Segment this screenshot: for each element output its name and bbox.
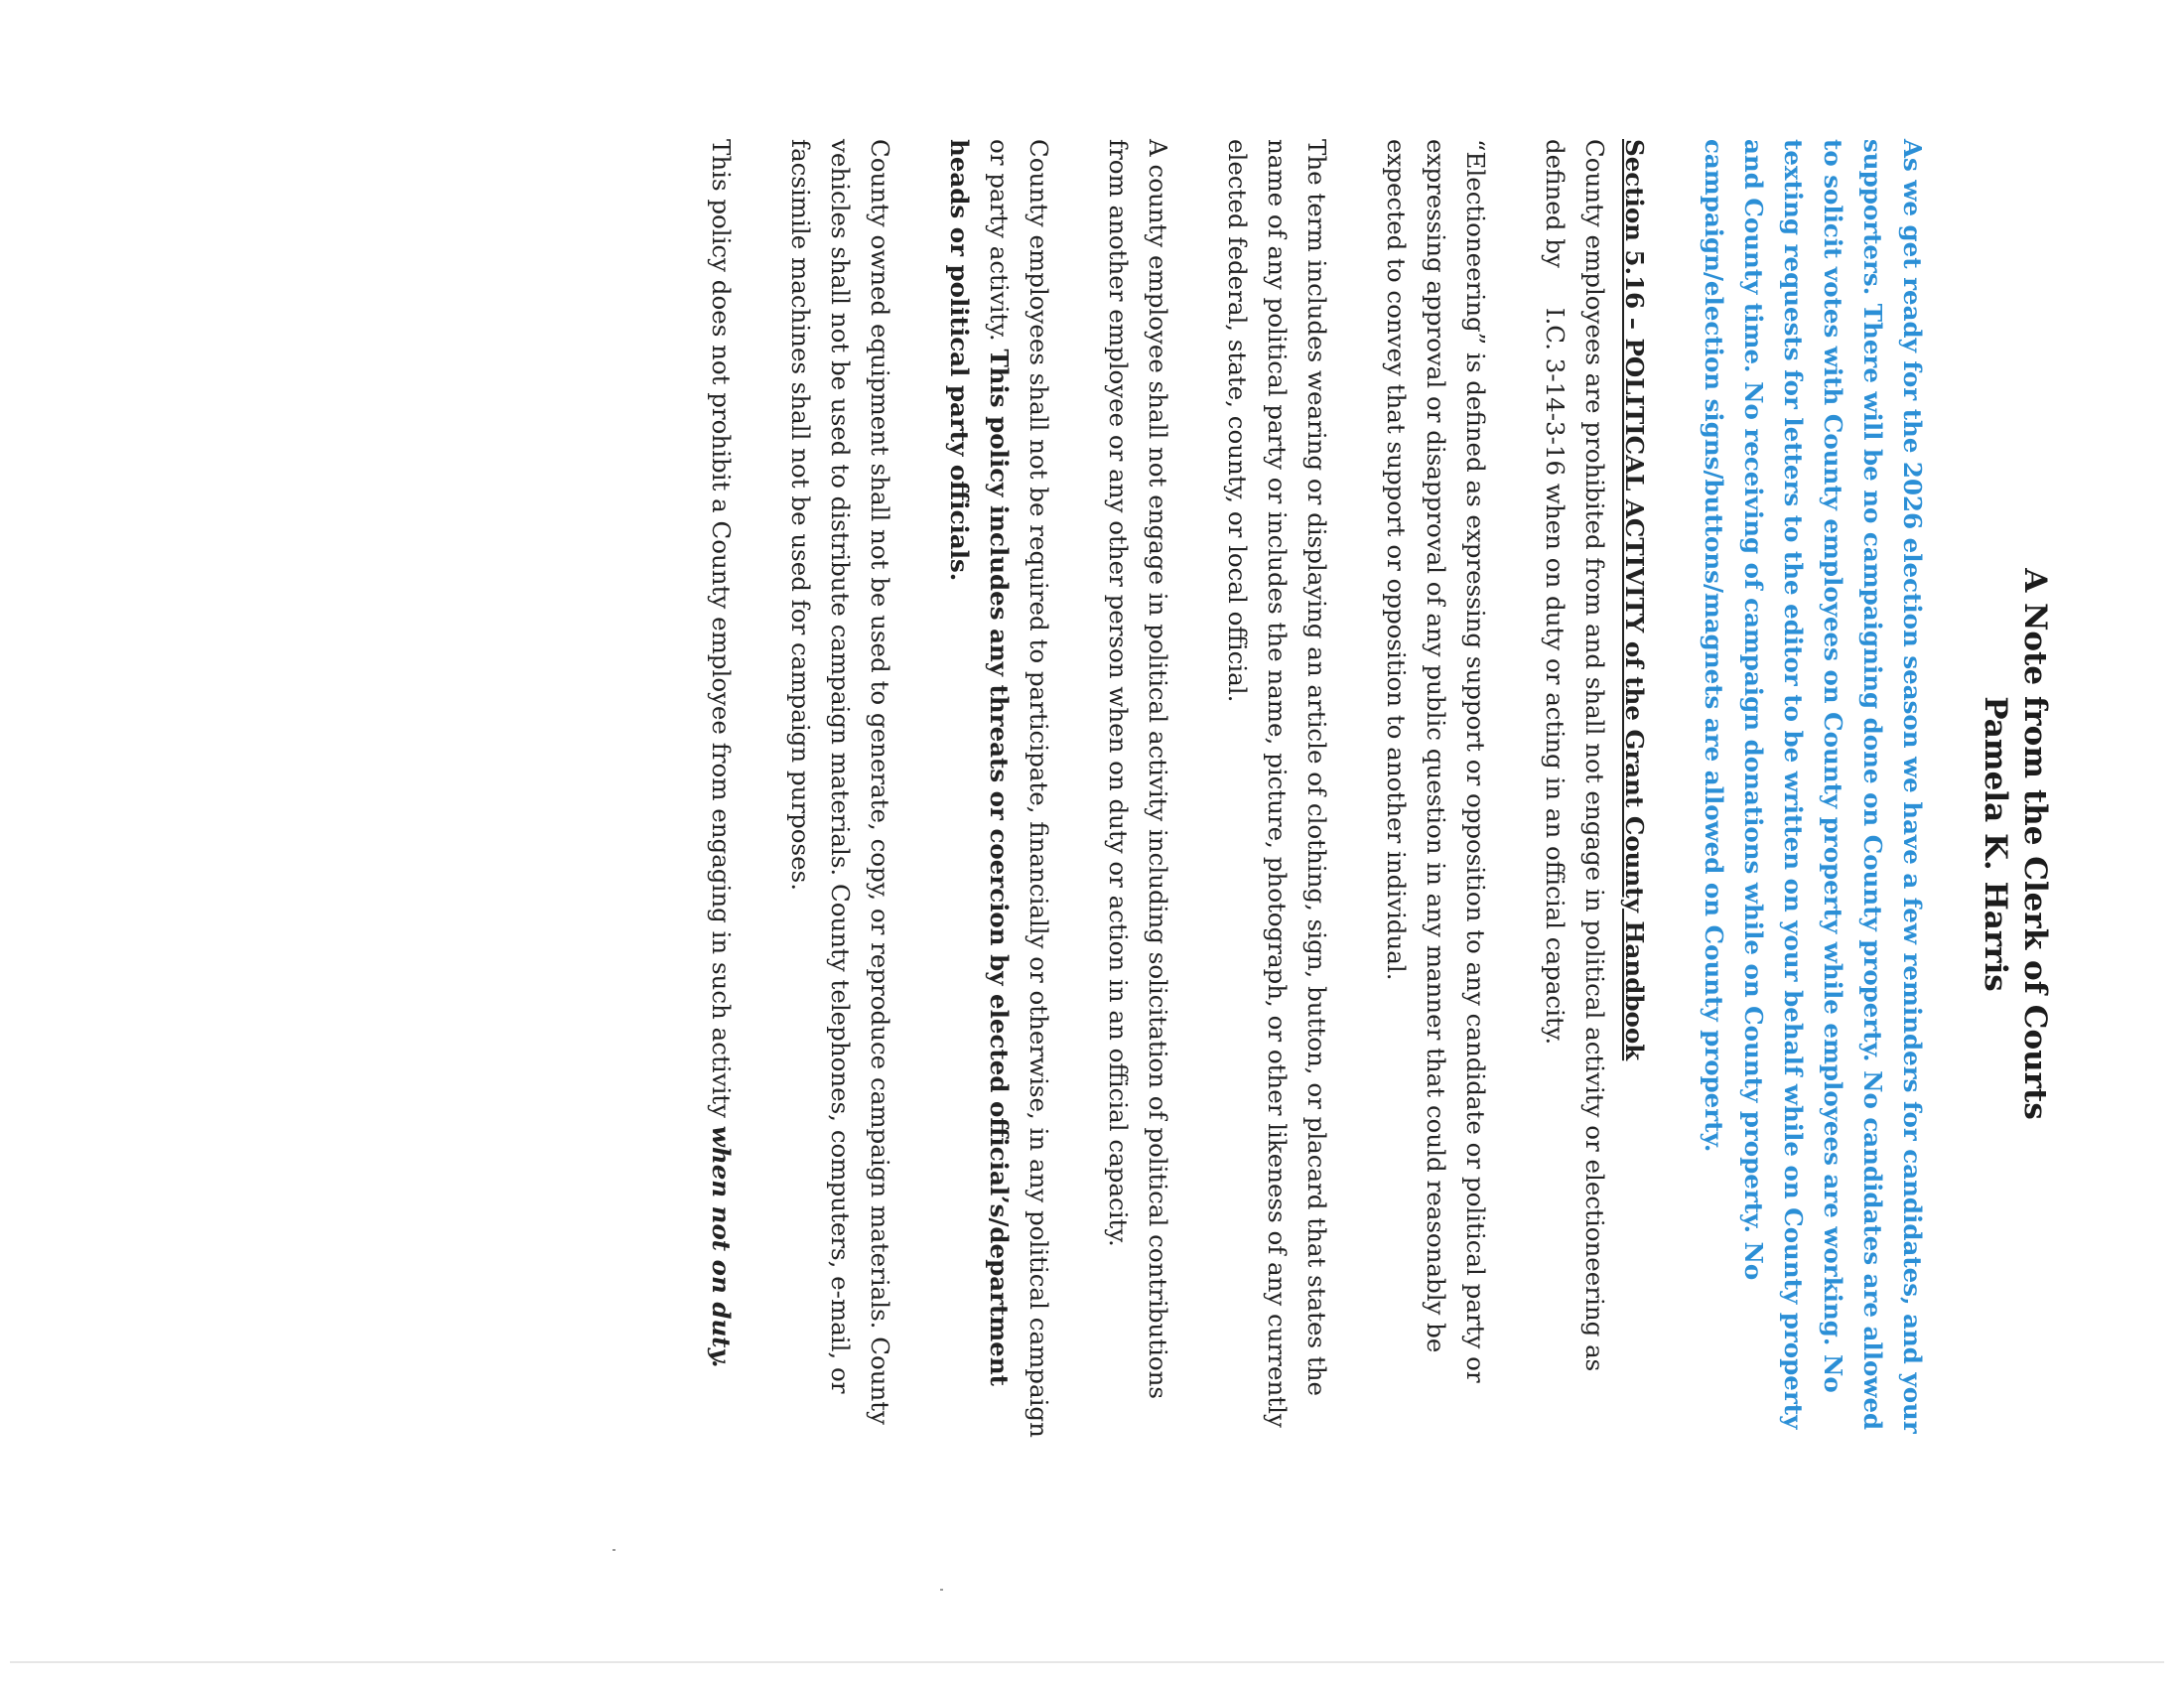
document-content (661, 139, 2055, 1450)
coercion-text: County employees shall not be required to participate, financially or otherwise, in any political campaign or party activity. (985, 139, 1053, 1438)
document-header (1976, 238, 2055, 1450)
off-duty-paragraph (701, 139, 741, 1450)
contributions-paragraph: A county employee shall not engage in political activity including solicitation of political contributions from another employee or any other person when on duty or action in an official capacity. (1104, 139, 1172, 1399)
intro-reminder: As we get ready for the 2026 election season we have a few reminders for candidates, and your supporters. There will be no campaigning done on County property. No candidates are allowed to solicit votes with County employees on County property while employees are working. No texting requests for letters to the editor to be written on your behalf while on County property and County time. No receiving of campaign donations while on County property. No campaign/election signs/buttons/magnets are allowed on County property. (1700, 139, 1927, 1434)
scan-speck (940, 1589, 943, 1591)
scan-edge-line (10, 1661, 2164, 1663)
coercion-bold-text: This policy includes any threats or coercion by elected official’s/department heads or political party officials. (945, 139, 1014, 1387)
coercion-paragraph (939, 139, 1058, 1450)
section-heading: Section 5.16 – POLITICAL ACTIVITY of the Grant County Handbook (1620, 139, 1649, 1061)
equipment-paragraph: County owned equipment shall not be used to generate, copy, or reproduce campaign materials. County vehicles shall not be used to distribute campaign materials. County telephones, computers, e-mail, or facsimile machines shall not be used for campaign purposes. (786, 139, 894, 1425)
author-name: Pamela K. Harris (1978, 696, 2013, 992)
section-body-start: County employees are prohibited from and shall not engage in political activity or electioneering as defined by (1541, 139, 1609, 1372)
off-duty-text: This policy does not prohibit a County employee from engaging in such activity (707, 139, 736, 1118)
section-body-end: I.C. 3-14-3-16 when on duty or acting in an official capacity. (1541, 307, 1570, 1046)
section-paragraph (1535, 139, 1654, 1450)
electioneering-definition: “Electioneering” is defined as expressing support or opposition to any candidate or political party or expressing approval or disapproval of any public question in any manner that could reasonably be expected to convey that support or opposition to another individual. (1382, 139, 1490, 1383)
off-duty-emphasis: when not on duty. (707, 1125, 736, 1368)
page-title: A Note from the Clerk of Courts (2017, 568, 2053, 1120)
term-definition: The term includes wearing or displaying an article of clothing, sign, button, or placard that states the name of any political party or includes the name, picture, photograph, or other likeness of any currently elected federal, state, county, or local official. (1223, 139, 1331, 1428)
scan-speck (613, 1549, 615, 1551)
